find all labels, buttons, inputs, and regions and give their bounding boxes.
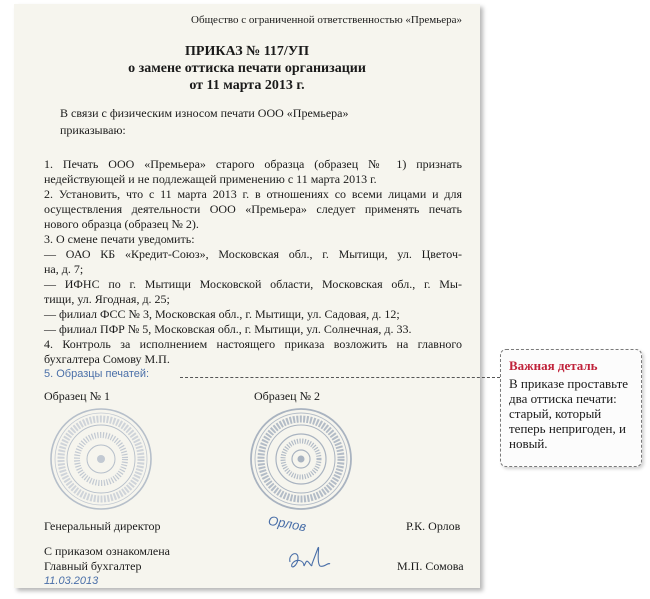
important-detail-callout bbox=[500, 349, 642, 467]
callout-connector bbox=[180, 377, 500, 378]
notify-fss-line: — филиал ФСС № 3, Московская обл., г. Мытищи, ул. Садовая, д. 12; bbox=[44, 307, 400, 321]
accountant-name: М.П. Сомова bbox=[397, 559, 464, 573]
notify-bank-line-b: на, д. 7; bbox=[44, 262, 84, 276]
notify-bank-line-a: — ОАО КБ «Кредит-Союз», Московская обл., г. Мытищи, ул. Цветоч- bbox=[44, 247, 462, 261]
acknowledgement-text: С приказом ознакомлена bbox=[44, 544, 170, 558]
preamble-line: В связи с физическим износом печати ООО «Премьера» bbox=[60, 106, 349, 120]
accountant-title: Главный бухгалтер bbox=[44, 559, 142, 573]
item-4-line-a: 4. Контроль за исполнением настоящего приказа возложить на главного bbox=[44, 337, 462, 351]
organization-name: Общество с ограниченной ответственностью «Премьера» bbox=[191, 14, 462, 26]
director-name: Р.К. Орлов bbox=[406, 519, 461, 533]
old-seal-stamp bbox=[46, 404, 156, 514]
callout-heading: Важная деталь bbox=[509, 358, 598, 373]
notify-tax-line-a: — ИФНС по г. Мытищи Московской области, Московская обл., г. Мы- bbox=[44, 277, 462, 291]
item-1-line-b: недействующей и не подлежащей применению с 11 марта 2013 г. bbox=[44, 172, 377, 186]
sample-2-label: Образец № 2 bbox=[254, 389, 321, 403]
item-2-line-b: осуществления деятельности ООО «Премьера» следует применять печать bbox=[44, 202, 462, 216]
accountant-signature bbox=[284, 540, 334, 574]
director-signature: Орлов bbox=[266, 512, 308, 535]
notify-pfr-line: — филиал ПФР № 5, Московская обл., г. Мытищи, ул. Солнечная, д. 33. bbox=[44, 322, 412, 336]
order-document bbox=[14, 4, 480, 588]
order-title: ПРИКАЗ № 117/УП bbox=[185, 44, 309, 59]
acknowledgement-date: 11.03.2013 bbox=[44, 575, 99, 587]
callout-text: В приказе проставьте два оттиска печати: старый, который теперь непригоден, и новый. bbox=[509, 376, 629, 451]
item-2-line-c: нового образца (образец № 2). bbox=[44, 217, 199, 231]
item-4-line-b: бухгалтера Сомову М.П. bbox=[44, 352, 170, 366]
director-title: Генеральный директор bbox=[44, 519, 161, 533]
order-date: от 11 марта 2013 г. bbox=[189, 78, 305, 93]
item-3-heading: 3. О смене печати уведомить: bbox=[44, 232, 195, 246]
item-5-heading: 5. Образцы печатей: bbox=[44, 368, 150, 380]
sample-1-label: Образец № 1 bbox=[44, 389, 111, 403]
item-2-line-a: 2. Установить, что с 11 марта 2013 г. в отношениях со всеми лицами и для bbox=[44, 187, 462, 201]
order-subject: о замене оттиска печати организации bbox=[128, 61, 366, 76]
new-seal-stamp bbox=[246, 404, 356, 514]
notify-tax-line-b: тищи, ул. Ягодная, д. 25; bbox=[44, 292, 170, 306]
preamble-order-word: приказываю: bbox=[60, 123, 126, 137]
item-1-line-a: 1. Печать ООО «Премьера» старого образца (образец № 1) признать bbox=[44, 157, 462, 171]
